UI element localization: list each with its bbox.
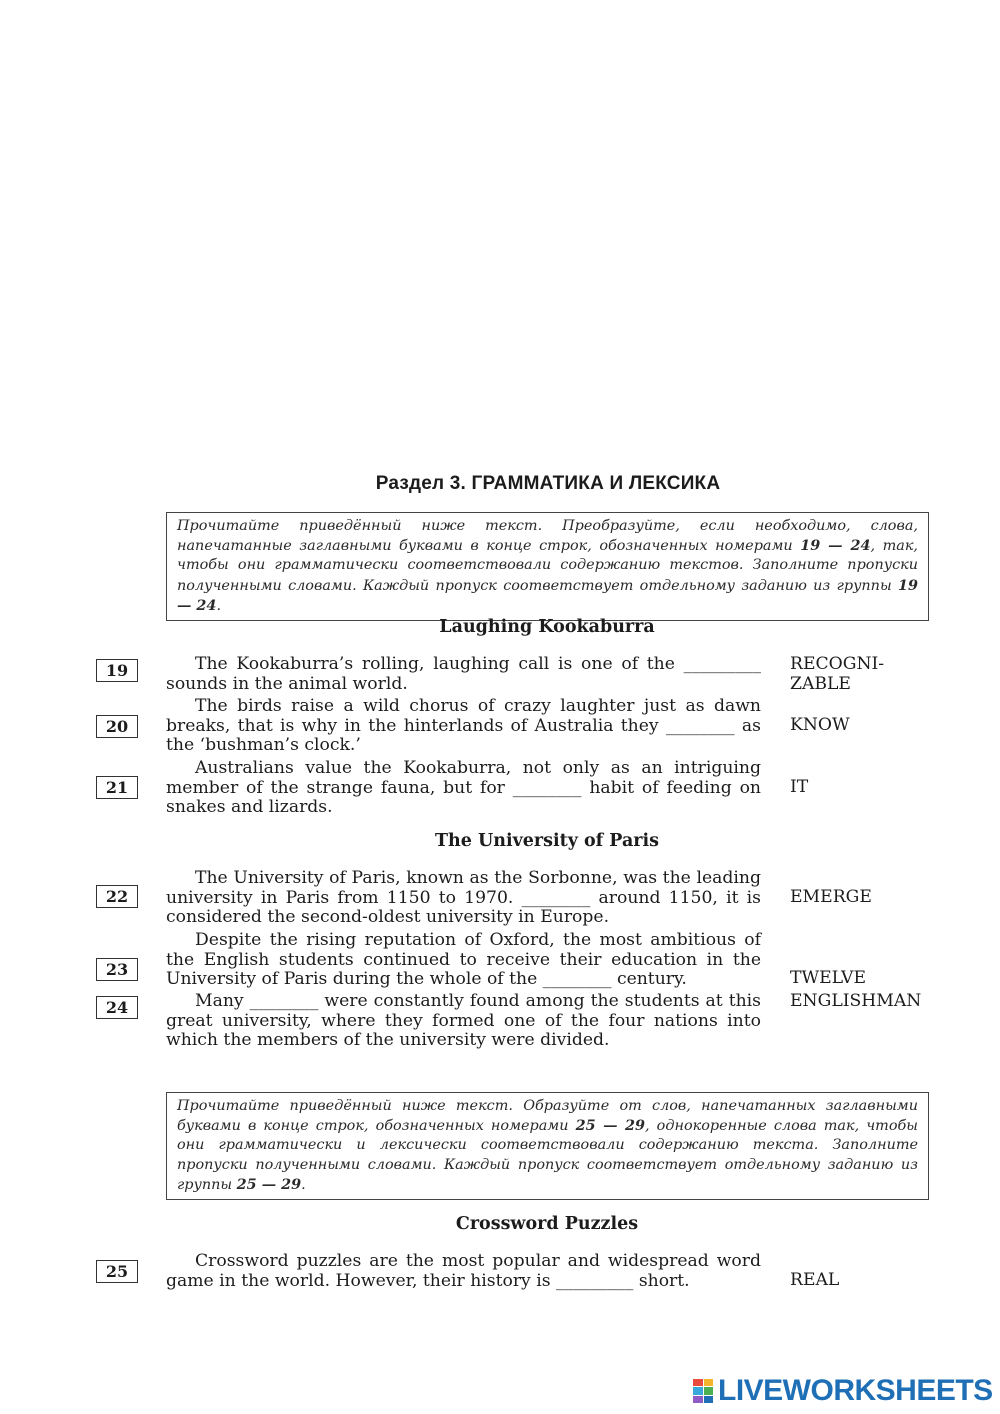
- instruction-text: Прочитайте приведённый ниже текст. Образуйте от слов, напечатанных заглавными буквами в конце строк, обозначенных номерами: [177, 1098, 918, 1135]
- instructions-box-2: Прочитайте приведённый ниже текст. Образуйте от слов, напечатанных заглавными буквами в конце строк, обозначенных номерами 25 — 29, однокоренные слова так, чтобы они грамматически и лексически соответствовали содержанию текста. Заполните пропуски полученными словами. Каждый пропуск соответствует отдельному заданию из группы 25 — 29.: [166, 1092, 929, 1200]
- task-word-21: IT: [790, 777, 809, 797]
- logo-mark-icon: [693, 1379, 713, 1403]
- task-sentence-25: Crossword puzzles are the most popular and widespread word game in the world. However, their history is _________ short.: [166, 1251, 761, 1291]
- task-word-22: EMERGE: [790, 887, 872, 907]
- task-word-20: KNOW: [790, 715, 850, 735]
- task-range: 19 — 24: [177, 576, 918, 614]
- task-sentence-20: The birds raise a wild chorus of crazy laughter just as dawn breaks, that is why in the hinterlands of Australia they ________ as the ‘bushman’s clock.’: [166, 696, 761, 756]
- task-sentence-24: Many ________ were constantly found among the students at this great university, where they formed one of the four nations into which the members of the university were divided.: [166, 991, 761, 1051]
- task-number-21: 21: [96, 776, 138, 799]
- task-number-23: 23: [96, 958, 138, 981]
- instruction-text: , однокоренные слова так, чтобы они грамматически и лексически соответствовали содержанию текста. Заполните пропуски полученными словами. Каждый пропуск соответствует отдельному заданию из группы: [177, 1118, 918, 1193]
- task-sentence-21: Australians value the Kookaburra, not only as an intriguing member of the strange fauna, but for ________ habit of feeding on snakes and lizards.: [166, 758, 761, 818]
- task-number-20: 20: [96, 715, 138, 738]
- task-word-23: TWELVE: [790, 968, 867, 988]
- text-title-university: The University of Paris: [434, 831, 659, 851]
- task-number-19: 19: [96, 659, 138, 682]
- task-sentence-22: The University of Paris, known as the Sorbonne, was the leading university in Paris from 1150 to 1970. ________ around 1150, it is considered the second-oldest university in Europe.: [166, 868, 761, 928]
- task-number-25: 25: [96, 1260, 138, 1283]
- logo-text: LIVEWORKSHEETS: [718, 1374, 993, 1407]
- task-sentence-23: Despite the rising reputation of Oxford, the most ambitious of the English students continued to receive their education in the University of Paris during the whole of the ________ century.: [166, 930, 761, 990]
- task-number-24: 24: [96, 996, 138, 1019]
- task-range: 25 — 29: [575, 1117, 646, 1135]
- task-word-24: ENGLISHMAN: [790, 991, 922, 1011]
- task-range: 25 — 29: [236, 1175, 302, 1193]
- instruction-text: Прочитайте приведённый ниже текст. Преобразуйте, если необходимо, слова, напечатанные заглавными буквами в конце строк, обозначенных номерами: [177, 518, 918, 555]
- section-title: Раздел 3. ГРАММАТИКА И ЛЕКСИКА: [375, 473, 721, 494]
- task-word-25: REAL: [790, 1270, 840, 1290]
- task-word-19: RECOGNI- ZABLE: [790, 654, 885, 694]
- text-title-kookaburra: Laughing Kookaburra: [439, 617, 655, 637]
- task-number-22: 22: [96, 885, 138, 908]
- task-sentence-19: The Kookaburra’s rolling, laughing call is one of the _________ sounds in the animal world.: [166, 654, 761, 694]
- instruction-text: , так, чтобы они грамматически соответствовали содержанию текстов. Заполните пропуски полученными словами. Каждый пропуск соответствует отдельному заданию из группы: [177, 538, 919, 594]
- task-range: 19 — 24: [800, 537, 871, 555]
- instructions-box-1: Прочитайте приведённый ниже текст. Преобразуйте, если необходимо, слова, напечатанные заглавными буквами в конце строк, обозначенных номерами 19 — 24, так, чтобы они грамматически соответствовали содержанию текстов. Заполните пропуски полученными словами. Каждый пропуск соответствует отдельному заданию из группы 19 — 24.: [166, 512, 929, 621]
- text-title-crossword: Crossword Puzzles: [455, 1214, 639, 1234]
- liveworksheets-logo: [693, 1376, 993, 1406]
